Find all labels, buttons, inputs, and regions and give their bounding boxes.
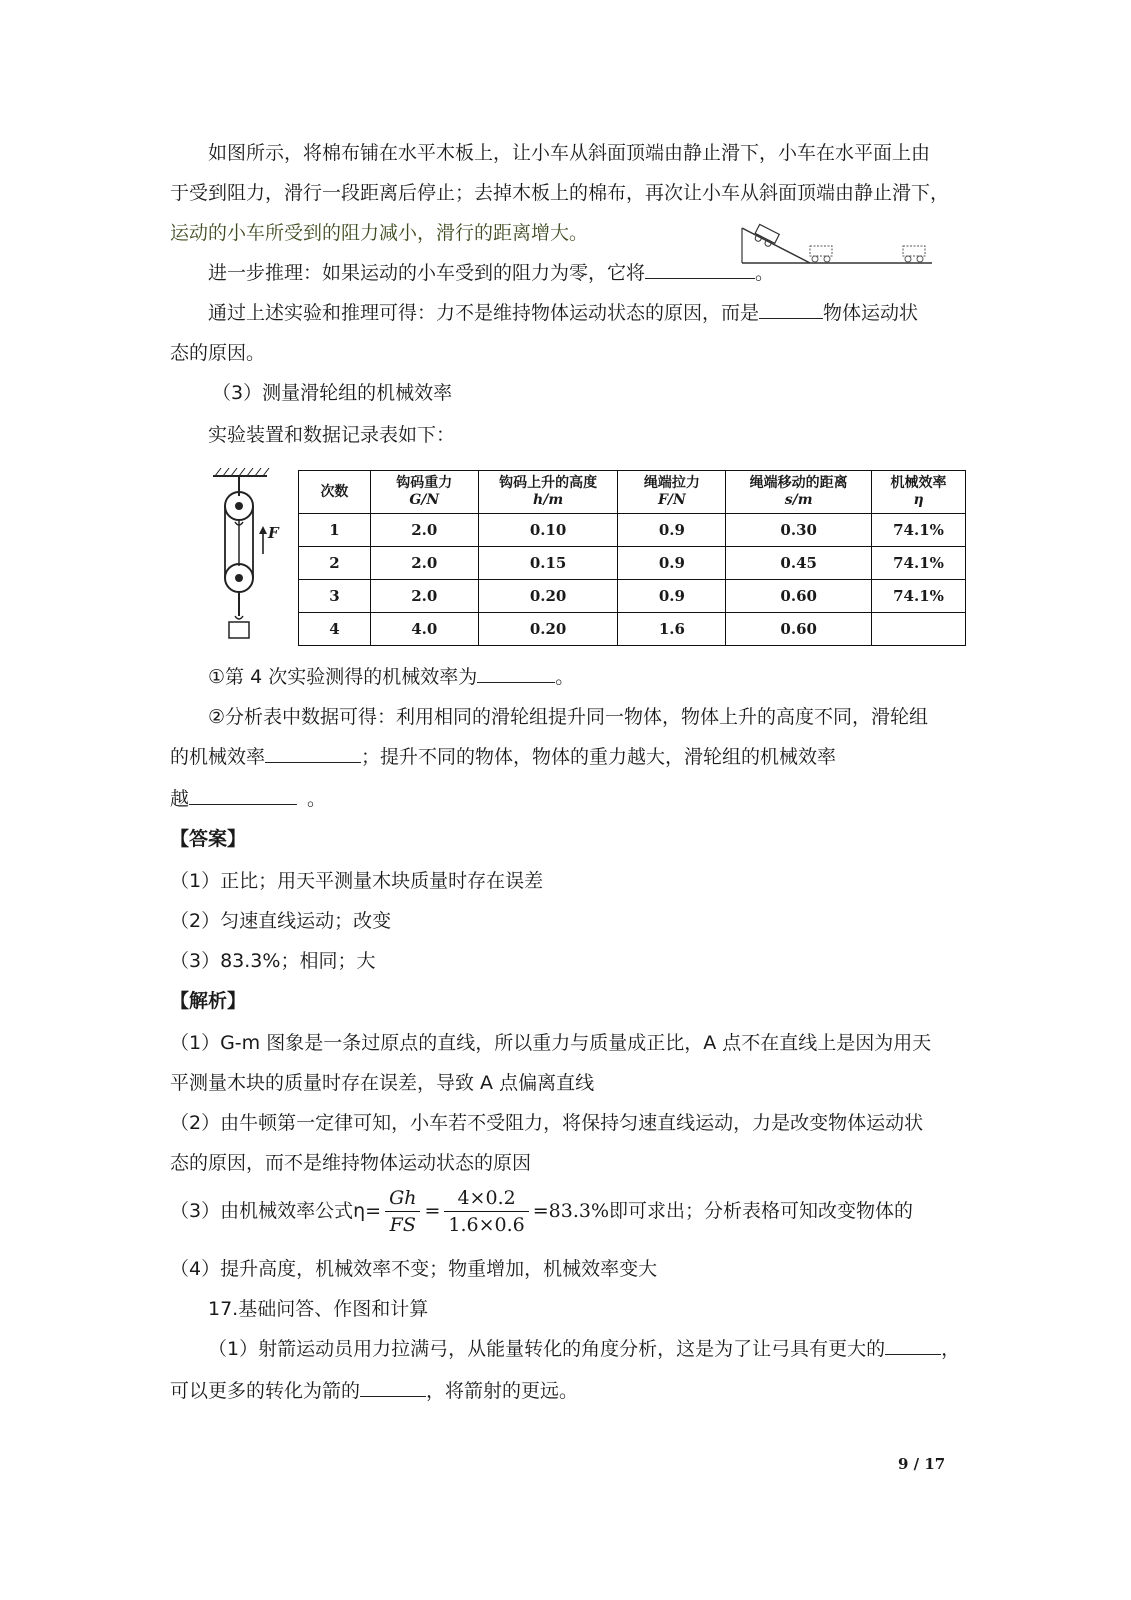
force-label: F [268,524,279,542]
cell [872,613,966,646]
cell: 0.15 [478,547,618,580]
cell: 74.1% [872,580,966,613]
text: 越 [170,788,190,810]
answer-line: （2）匀速直线运动；改变 [170,910,392,932]
answer-blank[interactable] [360,1378,426,1397]
incline-cart-figure [738,216,934,268]
text: 。 [307,788,327,810]
efficiency-table [298,470,966,646]
analysis-line: 态的原因，而不是维持物体运动状态的原因 [170,1152,532,1174]
answer-line: （1）正比；用天平测量木块质量时存在误差 [170,870,544,892]
header-cell: 钩码上升的高度 h/m [478,471,618,514]
cell: 3 [299,580,371,613]
analysis-line: 平测量木块的质量时存在误差，导致 A 点偏离直线 [170,1072,595,1094]
table-row [299,613,966,646]
efficiency-formula-line [170,1185,913,1245]
text: ， [941,1338,961,1360]
para-line: 如图所示，将棉布铺在水平木板上，让小车从斜面顶端由静止滑下，小车在水平面上由 [208,142,931,164]
para-line: 于受到阻力，滑行一段距离后停止；去掉木板上的棉布，再次让小车从斜面顶端由静止滑下， [170,182,950,204]
para-line: 运动的小车所受到的阻力减小，滑行的距离增大。 [170,222,589,244]
pulley-system-figure [205,466,295,646]
text: 可以更多的转化为箭的 [170,1380,361,1402]
header-cell: 钩码重力 G/N [370,471,478,514]
cell: 2.0 [370,580,478,613]
text: 的机械效率 [170,746,266,768]
header-cell: 绳端拉力 F/N [618,471,726,514]
cell: 4.0 [370,613,478,646]
table-row [299,547,966,580]
analysis-line: （2）由牛顿第一定律可知，小车若不受阻力，将保持匀速直线运动，力是改变物体运动状 [170,1112,924,1134]
cell: 0.9 [618,514,726,547]
text: 进一步推理：如果运动的小车受到的阻力为零，它将 [208,262,646,284]
text: 通过上述实验和推理可得：力不是维持物体运动状态的原因，而是 [208,302,760,324]
cell: 1 [299,514,371,547]
cell: 0.20 [478,613,618,646]
cell: 0.45 [726,547,872,580]
cell: 0.9 [618,580,726,613]
question-line [170,1378,578,1404]
header-cell: 次数 [299,471,371,514]
cell: 2.0 [370,547,478,580]
answer-heading: 【答案】 [170,828,247,850]
analysis-heading: 【解析】 [170,990,247,1012]
cell: 0.20 [478,580,618,613]
cell: 2 [299,547,371,580]
text: （1）射箭运动员用力拉满弓，从能量转化的角度分析，这是为了让弓具有更大的 [208,1338,886,1360]
text: ；提升不同的物体，物体的重力越大，滑轮组的机械效率 [361,746,837,768]
table-row [299,514,966,547]
analysis-line: （1）G-m 图象是一条过原点的直线，所以重力与质量成正比，A 点不在直线上是因为用天 [170,1032,932,1054]
fraction-values: $\frac{4\times 0.2}{1.6\times 0.6}$ [444,1185,528,1238]
answer-line: （3）83.3%；相同；大 [170,950,376,972]
analysis-line: （4）提升高度，机械效率不变；物重增加，机械效率变大 [170,1258,658,1280]
header-cell: 绳端移动的距离 s/m [726,471,872,514]
cell: 0.10 [478,514,618,547]
result: =83.3% [532,1200,610,1222]
para-line: 态的原因。 [170,342,266,364]
text: （3）由机械效率公式η= [170,1200,382,1222]
cell: 0.9 [618,547,726,580]
question-line [170,786,326,812]
cell: 4 [299,613,371,646]
answer-blank[interactable] [759,300,823,319]
question-line: ②分析表中数据可得：利用相同的滑轮组提升同一物体，物体上升的高度不同，滑轮组 [208,706,929,728]
cell: 74.1% [872,547,966,580]
cell: 0.60 [726,613,872,646]
cell: 2.0 [370,514,478,547]
answer-blank[interactable] [477,664,555,683]
answer-blank[interactable] [265,744,361,763]
header-cell: 机械效率 η [872,471,966,514]
text: ，将箭射的更远。 [426,1380,579,1402]
text: 即可求出；分析表格可知改变物体的 [609,1200,914,1222]
cell: 0.30 [726,514,872,547]
question-17-title: 17.基础问答、作图和计算 [208,1298,429,1320]
page-number: 9 / 17 [898,1455,946,1473]
question-line [208,664,574,690]
text: ①第 4 次实验测得的机械效率为 [208,666,478,688]
cell: 1.6 [618,613,726,646]
answer-blank[interactable] [885,1336,941,1355]
question-line [208,1336,960,1362]
text: 。 [755,262,775,284]
question-line [170,744,836,770]
para-line [208,260,774,286]
table-header-row [299,471,966,514]
table-row [299,580,966,613]
cell: 0.60 [726,580,872,613]
fraction-gh-fs: $\frac{Gh}{FS}$ [385,1185,420,1238]
section-intro: 实验装置和数据记录表如下： [208,424,456,446]
answer-blank[interactable] [189,786,297,805]
cell: 74.1% [872,514,966,547]
para-line [208,300,918,326]
section-title: （3）测量滑轮组的机械效率 [212,382,453,404]
equals: = [424,1200,441,1222]
text: 。 [555,666,575,688]
text: 物体运动状 [823,302,919,324]
